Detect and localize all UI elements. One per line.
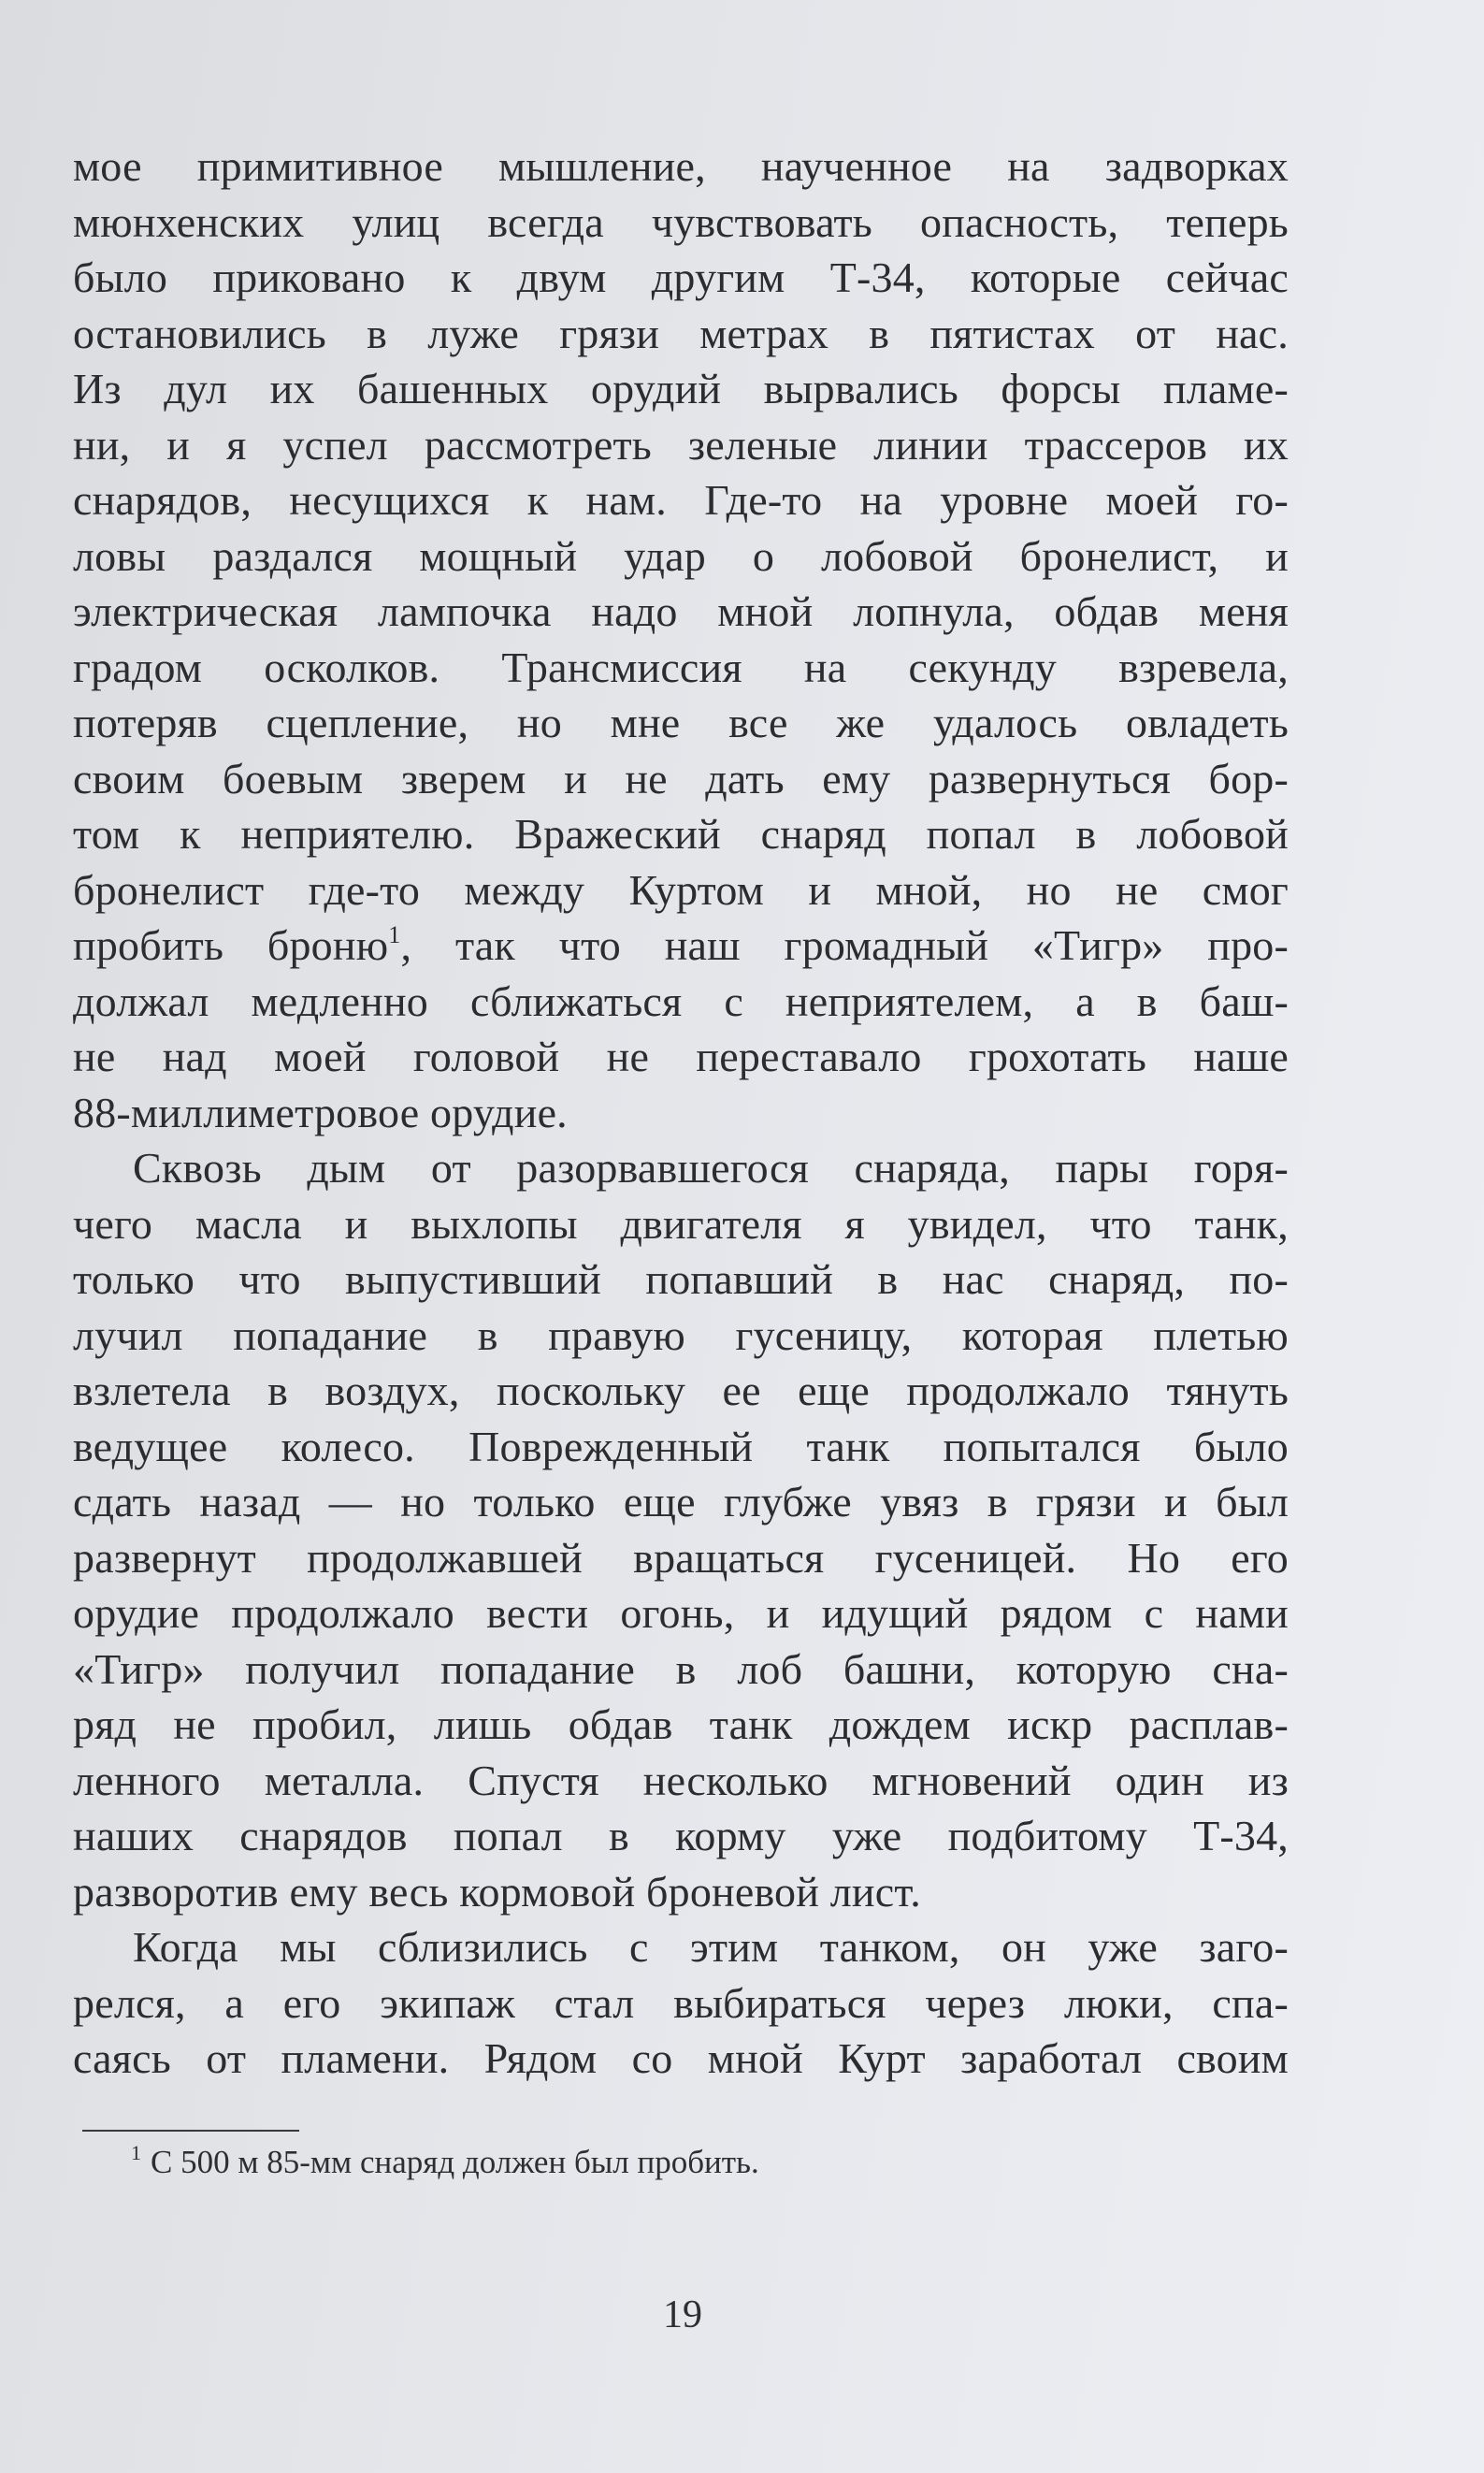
text-line: развернут продолжавшей вращаться гусеницей. Но его — [73, 1533, 1289, 1582]
text-line: разворотив ему весь кормовой броневой лист. — [73, 1867, 921, 1916]
text-line: только что выпустивший попавший в нас снаряд, по- — [73, 1255, 1289, 1303]
text-line: мюнхенских улиц всегда чувствовать опасность, теперь — [73, 197, 1289, 246]
text-line: саясь от пламени. Рядом со мной Курт заработал своим — [73, 2034, 1289, 2082]
text-line: том к неприятелю. Вражеский снаряд попал в лобовой — [73, 810, 1289, 858]
text-line: 88-миллиметровое орудие. — [73, 1088, 568, 1136]
text-line: ловы раздался мощный удар о лобовой бронелист, и — [73, 531, 1289, 580]
text-line: «Тигр» получил попадание в лоб башни, которую сна- — [73, 1644, 1289, 1693]
line-tail: , так что наш громадный «Тигр» про- — [400, 921, 1289, 969]
text-line: релся, а его экипаж стал выбираться через люки, спа- — [73, 1978, 1289, 2027]
text-line: Из дул их башенных орудий вырвались форсы пламе- — [73, 365, 1289, 412]
text-line: ленного металла. Спустя несколько мгновений один из — [73, 1756, 1289, 1804]
footnote-reference[interactable]: 1 — [388, 921, 401, 948]
text-line: должал медленно сближаться с неприятелем, а в баш- — [73, 976, 1289, 1025]
text-line: орудие продолжало вести огонь, и идущий рядом с нами — [73, 1589, 1289, 1637]
text-line: наших снарядов попал в корму уже подбитому Т-34, — [73, 1812, 1289, 1859]
text-line: градом осколков. Трансмиссия на секунду взревела, — [73, 643, 1289, 691]
text-line: лучил попадание в правую гусеницу, которая плетью — [73, 1310, 1289, 1359]
text-line: взлетела в воздух, поскольку ее еще продолжало тянуть — [73, 1367, 1289, 1414]
text-line-with-footnote — [73, 918, 1289, 974]
text-line: сдать назад — но только еще глубже увяз в грязи и был — [73, 1478, 1289, 1526]
text-line: ни, и я успел рассмотреть зеленые линии трассеров их — [73, 420, 1289, 469]
text-line: снарядов, несущихся к нам. Где-то на уровне моей го- — [73, 476, 1289, 524]
text-line: ряд не пробил, лишь обдав танк дождем искр расплав- — [73, 1700, 1289, 1748]
page-number: 19 — [663, 2293, 702, 2336]
footnote-divider — [82, 2130, 299, 2132]
footnote-mark: 1 — [131, 2141, 141, 2164]
footnote — [131, 2142, 1253, 2187]
main-text — [73, 138, 1289, 2087]
text-line: не над моей головой не переставало грохотать наше — [73, 1033, 1289, 1080]
text-line: остановились в луже грязи метрах в пятистах от нас. — [73, 309, 1289, 357]
paragraph-start-line: Когда мы сблизились с этим танком, он уже заго- — [133, 1923, 1289, 1971]
text-line: бронелист где-то между Куртом и мной, но не смог — [73, 865, 1289, 914]
footnote-text: С 500 м 85-мм снаряд должен был пробить. — [151, 2144, 759, 2180]
text-line: потеряв сцепление, но мне все же удалось овладеть — [73, 699, 1289, 746]
line-head: пробить броню — [73, 921, 389, 969]
text-line: было приковано к двум другим Т-34, которые сейчас — [73, 253, 1289, 301]
text-line: ведущее колесо. Поврежденный танк попытался было — [73, 1422, 1289, 1470]
text-line: электрическая лампочка надо мной лопнула, обдав меня — [73, 587, 1289, 635]
text-line: чего масла и выхлопы двигателя я увидел, что танк, — [73, 1199, 1289, 1248]
text-line: своим боевым зверем и не дать ему развернуться бор- — [73, 754, 1289, 803]
paragraph-start-line: Сквозь дым от разорвавшегося снаряда, пары горя- — [133, 1144, 1289, 1192]
text-line: мое примитивное мышление, наученное на задворках — [73, 142, 1289, 190]
